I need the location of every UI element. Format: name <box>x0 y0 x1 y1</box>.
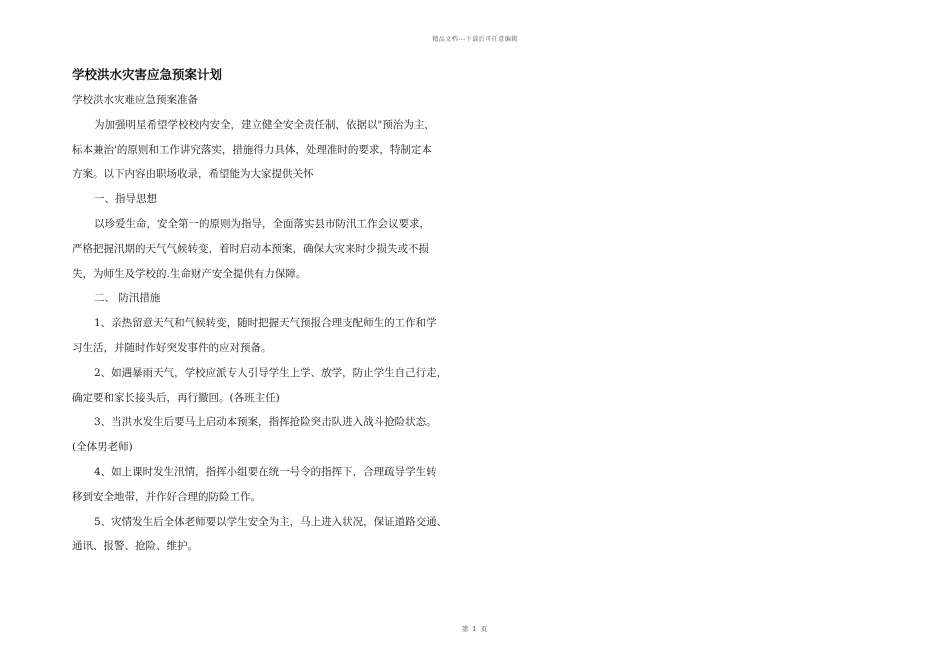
document-title: 学校洪水灾害应急预案计划 <box>72 67 223 82</box>
paragraph-line: 标本兼治'的原则和工作讲究落实，措施得力具体，处理准时的要求，特制定本 <box>72 143 432 156</box>
paragraph-line: 方案。以下内容由职场收录，希望能为大家提供关怀 <box>72 168 314 181</box>
list-item-line: 5、灾情发生后全体老师要以学生安全为主，马上进入状况，保证道路交通、 <box>94 515 448 528</box>
list-item-line: 2、如遇暴雨天气，学校应派专人引导学生上学、放学，防止学生自己行走， <box>94 366 448 379</box>
paragraph-line: 严格把握汛期的天气气候转变，着时启动本预案，确保大灾来时少损失或不损 <box>72 242 429 255</box>
list-item-line: 通讯、报警、抢险、维护。 <box>72 540 198 553</box>
list-item-line: 习生活，并随时作好突发事件的应对预备。 <box>72 341 272 354</box>
document-body <box>72 64 472 559</box>
section-heading: 二、 防汛措施 <box>94 292 161 305</box>
page-number: 第 1 页 <box>461 625 489 633</box>
section-heading: 一、指导思想 <box>94 193 157 206</box>
subtitle-line: 学校洪水灾难应急预案准备 <box>72 94 198 106</box>
list-item-line: 1、亲热留意天气和气候转变，随时把握天气预报合理支配师生的工作和学 <box>94 317 437 330</box>
list-item-line: 确定要和家长接头后，再行撤回。(各班主任) <box>72 391 280 404</box>
list-item-line: 4、如上课时发生汛情，指挥小组要在统一号令的指挥下，合理疏导学生转 <box>94 465 437 478</box>
paragraph-line: 以珍爱生命，安全第一的原则为指导，全面落实县市防汛工作会议要求， <box>94 217 430 230</box>
list-item-line: 3、当洪水发生后要马上启动本预案，指挥抢险突击队进入战斗抢险状态。 <box>94 416 437 429</box>
page-header: 精品文档---下载后可任意编辑 <box>432 36 518 43</box>
paragraph-line: 为加强明星希望学校校内安全，建立健全安全责任制，依据以"预治为主， <box>94 118 435 131</box>
list-item-line: (全体男老师) <box>72 441 133 454</box>
paragraph-line: 失，为师生及学校的.生命财产安全提供有力保障。 <box>72 267 307 280</box>
list-item-line: 移到安全地带，并作好合理的防险工作。 <box>72 490 261 503</box>
